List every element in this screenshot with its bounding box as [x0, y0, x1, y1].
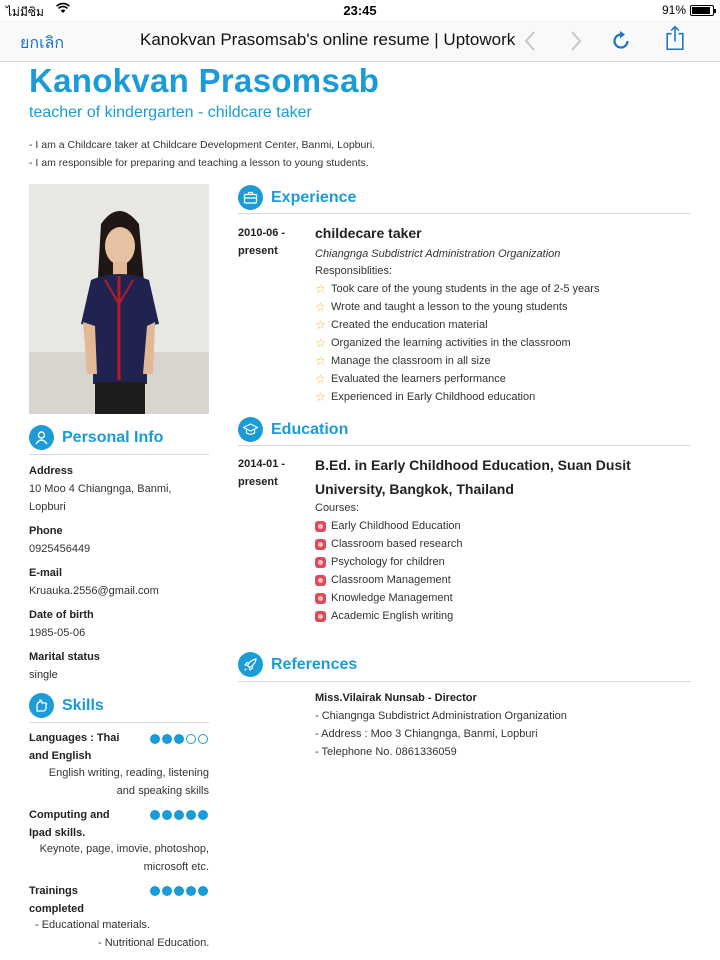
- experience-date: [238, 224, 298, 260]
- section-title: Education: [271, 420, 349, 438]
- skills-header: [29, 693, 104, 718]
- rating-dot-empty: [186, 734, 196, 744]
- flower-icon: [315, 575, 326, 586]
- skill-rating: [150, 734, 208, 744]
- list-item-text: Early Childhood Education: [331, 520, 461, 532]
- reference-line: - Address : Moo 3 Chiangnga, Banmi, Lopburi: [315, 728, 538, 740]
- marital-label: Marital status: [29, 651, 100, 663]
- skill-name-line: Languages : Thai: [29, 732, 120, 744]
- courses-label: Courses:: [315, 502, 360, 514]
- date-line: 2014-01 -: [238, 458, 286, 470]
- section-title: Experience: [271, 188, 357, 206]
- list-item: [315, 535, 462, 553]
- address-line: 10 Moo 4 Chiangnga, Banmi,: [29, 483, 172, 495]
- skill-name-line: Computing and: [29, 809, 110, 821]
- reference-line: - Chiangnga Subdistrict Administration Organization: [315, 710, 567, 722]
- clock: 23:45: [343, 3, 377, 18]
- list-item-text: Knowledge Management: [331, 592, 453, 604]
- list-item: [315, 298, 599, 316]
- rating-dot-filled: [174, 810, 184, 820]
- list-item: [315, 352, 599, 370]
- list-item-text: Wrote and taught a lesson to the young students: [331, 301, 568, 313]
- list-item-text: Experienced in Early Childhood education: [331, 391, 536, 403]
- skill-rating: [150, 810, 208, 820]
- list-item-text: Classroom based research: [331, 538, 463, 550]
- list-item: [315, 517, 462, 535]
- skill-description-line: English writing, reading, listening: [48, 767, 209, 779]
- list-item: [315, 388, 599, 406]
- date-line: 2010-06 -: [238, 227, 286, 239]
- reference-name: Miss.Vilairak Nunsab - Director: [315, 692, 477, 704]
- list-item: [315, 589, 462, 607]
- cancel-button[interactable]: ยกเลิก: [20, 35, 65, 52]
- job-title: childecare taker: [315, 225, 422, 241]
- skill-name-line: completed: [29, 903, 85, 915]
- rating-dot-filled: [186, 886, 196, 896]
- skill-name-line: Trainings: [29, 885, 78, 897]
- divider: [238, 213, 691, 214]
- list-item: [315, 280, 599, 298]
- reload-icon[interactable]: [608, 28, 634, 54]
- flower-icon: [315, 539, 326, 550]
- list-item: [315, 571, 462, 589]
- back-icon[interactable]: [518, 28, 544, 54]
- carrier-label: ไม่มีซิม: [6, 5, 44, 19]
- address-line: Lopburi: [29, 501, 66, 513]
- responsibilities-label: Responsiblities:: [315, 265, 393, 277]
- skill-name: [29, 806, 139, 842]
- skills-icon: [29, 693, 54, 718]
- status-bar: [0, 0, 720, 20]
- date-line: present: [238, 245, 278, 257]
- flower-icon: [315, 521, 326, 532]
- divider: [238, 681, 691, 682]
- briefcase-icon: [238, 185, 263, 210]
- rating-dot-filled: [150, 734, 160, 744]
- skill-description-line: microsoft etc.: [143, 861, 209, 873]
- star-icon: ☆: [315, 318, 326, 332]
- skill-name: [29, 882, 139, 918]
- summary-line: - I am a Childcare taker at Childcare Development Center, Banmi, Lopburi.: [29, 139, 376, 151]
- rating-dot-filled: [162, 734, 172, 744]
- courses-list: [315, 517, 462, 625]
- list-item-text: Manage the classroom in all size: [331, 355, 491, 367]
- divider: [29, 454, 209, 455]
- skill-name-line: Ipad skills.: [29, 827, 86, 839]
- flower-icon: [315, 593, 326, 604]
- email-value: Kruauka.2556@gmail.com: [29, 585, 159, 597]
- star-icon: ☆: [315, 372, 326, 386]
- list-item: [315, 607, 462, 625]
- list-item-text: Academic English writing: [331, 610, 454, 622]
- address-label: Address: [29, 465, 74, 477]
- divider: [29, 722, 209, 723]
- rating-dot-filled: [174, 886, 184, 896]
- user-icon: [29, 425, 54, 450]
- skill-name: [29, 729, 139, 765]
- degree-title: B.Ed. in Early Childhood Education, Suan Dusit University, Bangkok, Thailand: [315, 457, 631, 497]
- star-icon: ☆: [315, 354, 326, 368]
- share-icon[interactable]: [662, 25, 688, 51]
- list-item: [315, 334, 599, 352]
- skill-description: [29, 764, 209, 800]
- email-label: E-mail: [29, 567, 63, 579]
- flower-icon: [315, 557, 326, 568]
- star-icon: ☆: [315, 336, 326, 350]
- responsibilities-list: [315, 280, 599, 406]
- job-organization: Chiangnga Subdistrict Administration Organization: [315, 248, 561, 260]
- list-item: [315, 370, 599, 388]
- dob-value: 1985-05-06: [29, 627, 86, 639]
- divider: [238, 445, 691, 446]
- star-icon: ☆: [315, 300, 326, 314]
- rocket-icon: [238, 652, 263, 677]
- rating-dot-filled: [198, 810, 208, 820]
- references-header: [238, 652, 357, 677]
- skill-description-line: - Educational materials.: [35, 919, 150, 931]
- rating-dot-filled: [198, 886, 208, 896]
- list-item-text: Took care of the young students in the age of 2-5 years: [331, 283, 600, 295]
- list-item: [315, 316, 599, 334]
- marital-value: single: [29, 669, 58, 681]
- phone-value: 0925456449: [29, 543, 91, 555]
- rating-dot-filled: [150, 886, 160, 896]
- battery-percent: 91%: [661, 3, 686, 17]
- graduation-cap-icon: [238, 417, 263, 442]
- list-item-text: Evaluated the learners performance: [331, 373, 506, 385]
- forward-icon[interactable]: [562, 28, 588, 54]
- summary: [29, 136, 375, 172]
- list-item-text: Classroom Management: [331, 574, 451, 586]
- rating-dot-filled: [150, 810, 160, 820]
- resume-name: Kanokvan Prasomsab: [29, 62, 380, 99]
- page-title: Kanokvan Prasomsab's online resume | Uptowork: [140, 30, 516, 49]
- section-title: References: [271, 655, 358, 673]
- browser-navbar: [0, 20, 720, 62]
- education-date: [238, 455, 298, 491]
- skill-rating: [150, 886, 208, 896]
- star-icon: ☆: [315, 282, 326, 296]
- skill-description-line: Keynote, page, imovie, photoshop,: [39, 843, 209, 855]
- experience-header: [238, 185, 356, 210]
- date-line: present: [238, 476, 278, 488]
- rating-dot-filled: [186, 810, 196, 820]
- skill-description-line: and speaking skills: [116, 785, 209, 797]
- rating-dot-empty: [198, 734, 208, 744]
- section-title: Skills: [62, 696, 104, 714]
- rating-dot-filled: [174, 734, 184, 744]
- dob-label: Date of birth: [29, 609, 94, 621]
- skill-description-line: - Nutritional Education.: [98, 937, 210, 949]
- skill-name-line: and English: [29, 750, 92, 762]
- skill-description: [29, 840, 209, 876]
- flower-icon: [315, 611, 326, 622]
- star-icon: ☆: [315, 390, 326, 404]
- list-item-text: Organized the learning activities in the classroom: [331, 337, 571, 349]
- section-title: Personal Info: [62, 428, 164, 446]
- education-header: [238, 417, 348, 442]
- profile-photo: [29, 184, 209, 414]
- personal-info-header: [29, 425, 163, 450]
- rating-dot-filled: [162, 810, 172, 820]
- battery-icon: [690, 5, 714, 16]
- reference-line: - Telephone No. 0861336059: [315, 746, 457, 758]
- phone-label: Phone: [29, 525, 63, 537]
- list-item-text: Created the enducation material: [331, 319, 488, 331]
- list-item: [315, 553, 462, 571]
- rating-dot-filled: [162, 886, 172, 896]
- summary-line: - I am responsible for preparing and teaching a lesson to young students.: [29, 157, 369, 169]
- list-item-text: Psychology for children: [331, 556, 445, 568]
- resume-subtitle: teacher of kindergarten - childcare taker: [29, 104, 312, 121]
